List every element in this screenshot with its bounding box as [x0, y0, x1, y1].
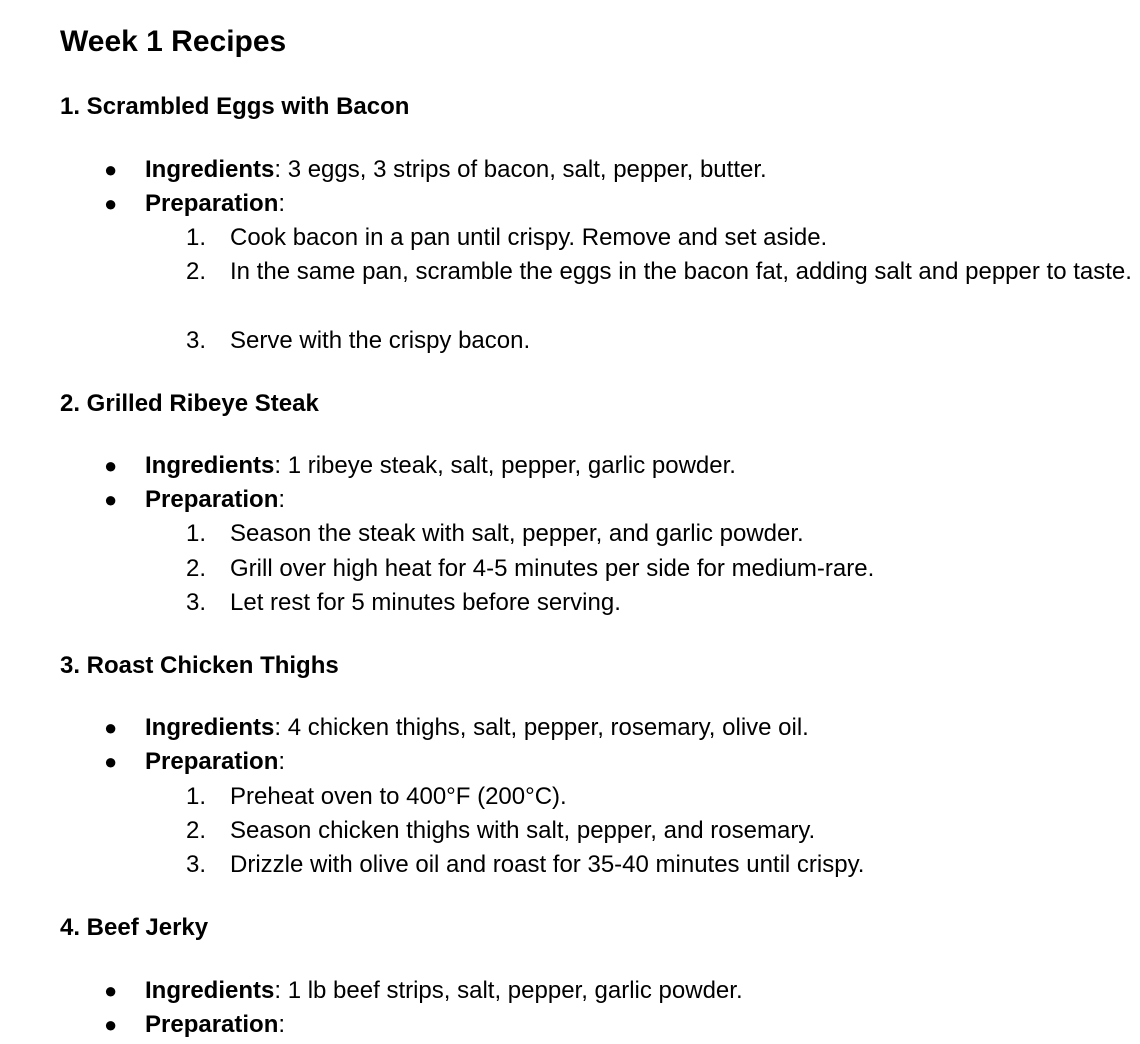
bullet-icon: ●	[104, 1012, 118, 1037]
document-title: Week 1 Recipes	[60, 25, 287, 58]
step-number: 3.	[186, 851, 207, 878]
preparation-label: Preparation	[145, 190, 279, 217]
recipe-heading: 3. Roast Chicken Thighs	[60, 652, 339, 679]
step-text: Preheat oven to 400°F (200°C).	[230, 783, 567, 810]
ingredients-text: : 1 ribeye steak, salt, pepper, garlic powder.	[274, 452, 736, 479]
ingredients-label: Ingredients	[145, 977, 275, 1004]
step-text: Serve with the crispy bacon.	[230, 327, 531, 354]
ingredients-label: Ingredients	[145, 714, 275, 741]
bullet-icon: ●	[104, 487, 118, 512]
step-text: Cook bacon in a pan until crispy. Remove and set aside.	[230, 224, 828, 251]
step-number: 2.	[186, 817, 207, 844]
bullet-icon: ●	[104, 157, 118, 182]
step-text: Let rest for 5 minutes before serving.	[230, 589, 621, 616]
preparation-label: Preparation	[145, 748, 279, 775]
recipe-heading: 2. Grilled Ribeye Steak	[60, 390, 319, 417]
preparation-suffix: :	[278, 1011, 286, 1038]
preparation-suffix: :	[278, 486, 286, 513]
ingredients-text: : 3 eggs, 3 strips of bacon, salt, pepper, butter.	[274, 156, 767, 183]
preparation-label: Preparation	[145, 486, 279, 513]
bullet-icon: ●	[104, 978, 118, 1003]
step-text: Grill over high heat for 4-5 minutes per side for medium-rare.	[230, 555, 875, 582]
step-number: 2.	[186, 555, 207, 582]
recipe-heading: 1. Scrambled Eggs with Bacon	[60, 93, 410, 120]
step-text: Drizzle with olive oil and roast for 35-40 minutes until crispy.	[230, 851, 865, 878]
preparation-label: Preparation	[145, 1011, 279, 1038]
step-number: 1.	[186, 224, 207, 251]
ingredients-label: Ingredients	[145, 452, 275, 479]
preparation-suffix: :	[278, 748, 286, 775]
step-number: 2.	[186, 258, 207, 285]
step-number: 1.	[186, 783, 207, 810]
ingredients-text: : 1 lb beef strips, salt, pepper, garlic powder.	[274, 977, 743, 1004]
ingredients-text: : 4 chicken thighs, salt, pepper, rosemary, olive oil.	[274, 714, 809, 741]
step-number: 3.	[186, 327, 207, 354]
bullet-icon: ●	[104, 191, 118, 216]
step-text: Season chicken thighs with salt, pepper, and rosemary.	[230, 817, 816, 844]
bullet-icon: ●	[104, 453, 118, 478]
step-text: Season the steak with salt, pepper, and garlic powder.	[230, 520, 804, 547]
bullet-icon: ●	[104, 749, 118, 774]
preparation-suffix: :	[278, 190, 286, 217]
step-text: In the same pan, scramble the eggs in the bacon fat, adding salt and pepper to taste.	[230, 258, 1132, 285]
step-number: 3.	[186, 589, 207, 616]
step-number: 1.	[186, 520, 207, 547]
recipe-heading: 4. Beef Jerky	[60, 914, 209, 941]
ingredients-label: Ingredients	[145, 156, 275, 183]
bullet-icon: ●	[104, 715, 118, 740]
